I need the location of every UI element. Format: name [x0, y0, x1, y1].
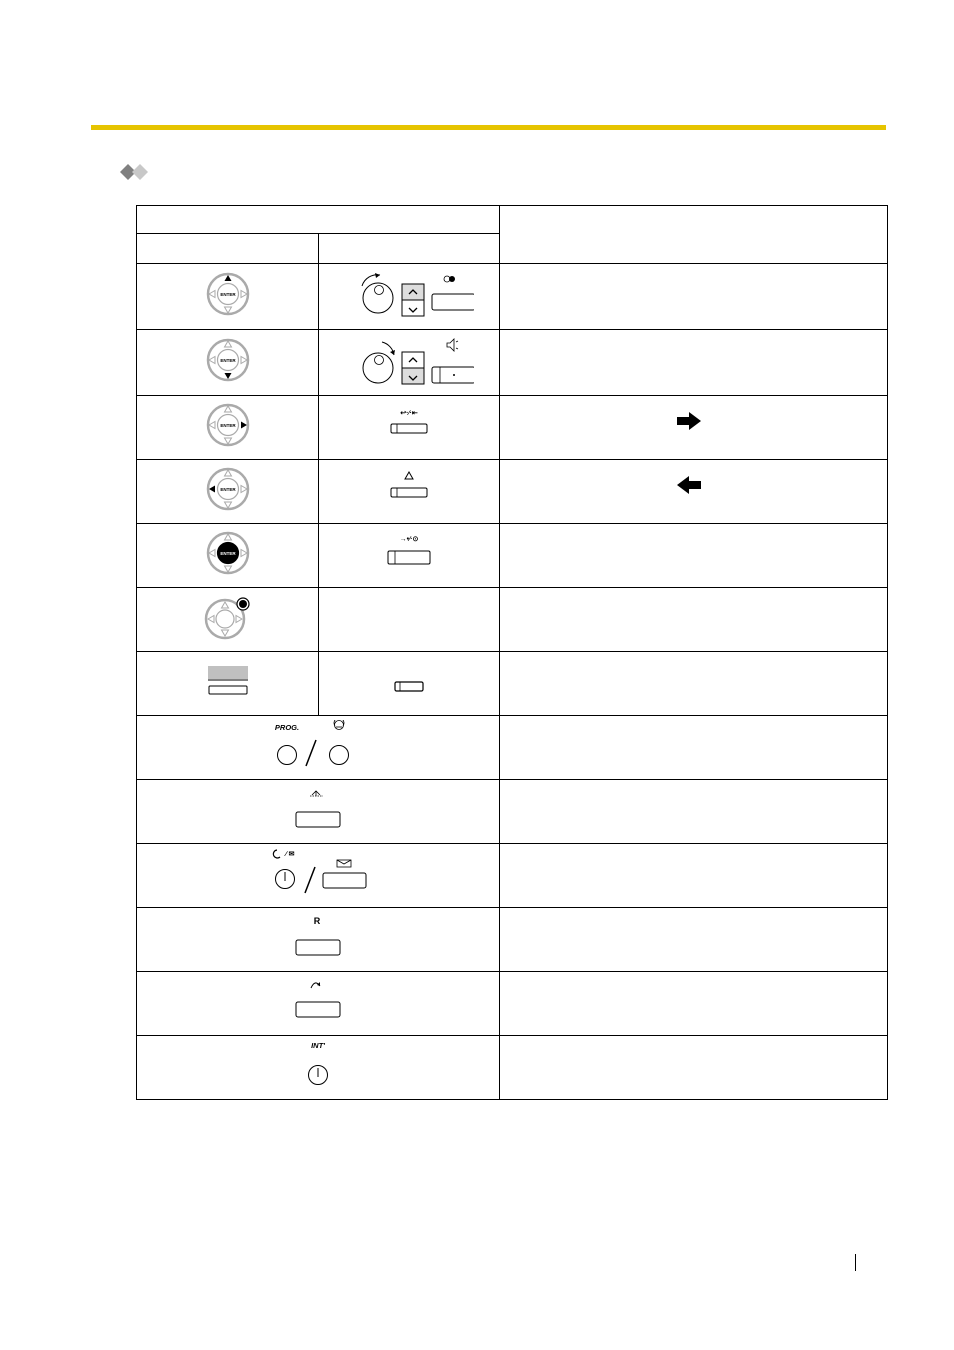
conference-icon — [310, 791, 323, 796]
message-description — [500, 844, 888, 908]
svg-text:R: R — [313, 916, 321, 926]
navigator-key-down-icon[interactable] — [205, 337, 251, 383]
forward-key-icon[interactable] — [293, 976, 343, 1026]
svg-text:ENTER: ENTER — [219, 551, 236, 556]
table-row — [137, 652, 888, 716]
flexible-key-icon[interactable] — [392, 664, 426, 698]
forward-icon — [311, 982, 320, 988]
conference-cell — [137, 780, 500, 844]
header-pt-column — [319, 234, 500, 264]
forward-cell — [137, 972, 500, 1036]
svg-text:∕ ✉: ∕ ✉ — [285, 851, 295, 858]
up-description — [500, 264, 888, 330]
pt-down-keys-icon[interactable] — [344, 330, 474, 390]
forward-description — [500, 972, 888, 1036]
table-row — [137, 716, 888, 780]
svg-text:↩·∕·⇤: ↩·∕·⇤ — [400, 410, 418, 417]
enter-description — [500, 524, 888, 588]
recall-description — [500, 908, 888, 972]
prog-description — [500, 716, 888, 780]
navigator-key-up-icon[interactable] — [205, 271, 251, 317]
envelope-icon — [337, 860, 351, 867]
svg-text:ENTER: ENTER — [219, 292, 236, 297]
right-arrow-icon — [676, 412, 702, 430]
message-cell — [137, 844, 500, 908]
svg-text:→•∕·⊙: →•∕·⊙ — [399, 536, 419, 543]
table-row — [137, 908, 888, 972]
conference-key-icon[interactable] — [293, 784, 343, 834]
left-arrow-icon — [676, 476, 702, 494]
navigator-key-left-icon[interactable] — [205, 466, 251, 512]
section-diamonds-icon — [119, 163, 153, 181]
page-number-divider — [855, 1254, 856, 1271]
center-description — [500, 588, 888, 652]
navigator-left-cell — [137, 460, 319, 524]
navigator-key-enter-icon[interactable] — [205, 530, 251, 576]
svg-text:INT': INT' — [311, 1041, 325, 1050]
svg-text:ENTER: ENTER — [219, 358, 236, 363]
intercom-cell — [137, 1036, 500, 1100]
intercom-description — [500, 1036, 888, 1100]
pt-down-cell — [319, 330, 500, 396]
intercom-key-icon[interactable] — [298, 1038, 338, 1092]
left-description — [500, 460, 888, 524]
soft-key-icon[interactable] — [206, 664, 250, 698]
pt-flexible-key-cell — [319, 652, 500, 716]
navigator-up-cell — [137, 264, 319, 330]
pt-up-cell — [319, 264, 500, 330]
header-key-group — [137, 206, 500, 234]
table-row — [137, 844, 888, 908]
table-row — [137, 460, 888, 524]
navigator-center-cell — [137, 588, 319, 652]
soft-key-description — [500, 652, 888, 716]
key-table — [136, 205, 888, 1100]
prog-headset-keys-icon[interactable] — [273, 720, 363, 770]
navigator-right-cell — [137, 396, 319, 460]
headset-icon — [334, 720, 344, 730]
navigator-enter-cell — [137, 524, 319, 588]
soft-key-cell — [137, 652, 319, 716]
message-icon — [273, 850, 294, 858]
header-kxt-column — [137, 234, 319, 264]
svg-text:PROG.: PROG. — [274, 723, 300, 732]
table-row — [137, 972, 888, 1036]
table-row — [137, 264, 888, 330]
navigator-down-cell — [137, 330, 319, 396]
pt-right-cell — [319, 396, 500, 460]
conference-description — [500, 780, 888, 844]
redial-key-icon[interactable] — [379, 405, 439, 445]
table-row — [137, 780, 888, 844]
transfer-key-icon[interactable] — [379, 531, 439, 575]
svg-text:ENTER: ENTER — [219, 423, 236, 428]
recall-cell — [137, 908, 500, 972]
right-description — [500, 396, 888, 460]
navigator-key-center-icon[interactable] — [203, 593, 253, 641]
table-row — [137, 396, 888, 460]
table-row — [137, 524, 888, 588]
pt-center-cell — [319, 588, 500, 652]
triangle-key-icon[interactable] — [379, 469, 439, 509]
pt-left-cell — [319, 460, 500, 524]
navigator-key-right-icon[interactable] — [205, 402, 251, 448]
down-description — [500, 330, 888, 396]
prog-cell — [137, 716, 500, 780]
recall-key-icon[interactable] — [293, 912, 343, 962]
pt-up-keys-icon[interactable] — [344, 264, 474, 324]
svg-text:ENTER: ENTER — [219, 487, 236, 492]
header-rule — [91, 125, 886, 130]
table-row — [137, 588, 888, 652]
table-row — [137, 330, 888, 396]
table-row — [137, 1036, 888, 1100]
message-keys-icon[interactable] — [263, 845, 373, 901]
pt-enter-cell — [319, 524, 500, 588]
header-description — [500, 206, 888, 264]
